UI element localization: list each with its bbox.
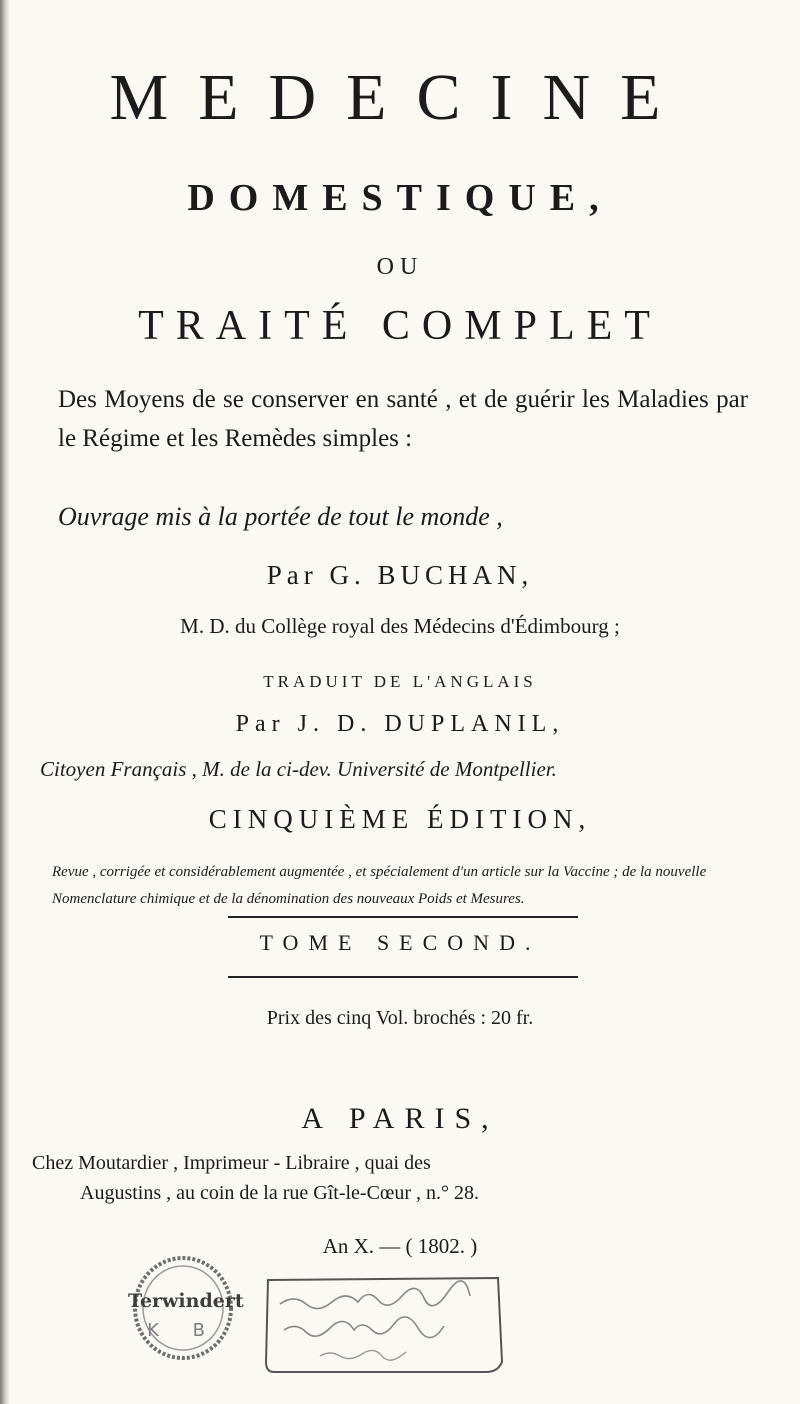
divider-top: [228, 916, 578, 918]
signature-icon: [260, 1272, 510, 1378]
translator-title: Citoyen Français , M. de la ci-dev. Université de Montpellier.: [40, 757, 557, 781]
publisher-line-2: Augustins , au coin de la rue Gît-le-Cœur , n.° 28.: [80, 1182, 480, 1204]
divider-bottom: [228, 976, 578, 978]
author-byline: Par G. BUCHAN,: [266, 560, 534, 590]
title-domestique: DOMESTIQUE,: [187, 177, 613, 219]
handwritten-signature: [260, 1272, 510, 1378]
stamp-text: Terwindert: [128, 1290, 244, 1312]
revision-note: Revue , corrigée et considérablement augmentée , et spécialement d'un article sur la Vaccine ; de la nouvelle Nomenclature chimique et de la dénomination des nouveaux Poids et Mesures.: [52, 864, 707, 907]
imprint-city: A PARIS,: [301, 1102, 499, 1135]
stamp-initials: K B: [147, 1320, 219, 1341]
author-credentials: M. D. du Collège royal des Médecins d'Édimbourg ;: [180, 614, 620, 638]
price-text: Prix des cinq Vol. brochés : 20 fr.: [266, 1007, 534, 1029]
publisher-block: [32, 1148, 752, 1208]
translator-byline: Par J. D. DUPLANIL,: [235, 711, 565, 737]
publication-date: An X. — ( 1802. ): [322, 1234, 478, 1258]
translation-note: TRADUIT DE L'ANGLAIS: [263, 672, 537, 691]
volume-label: TOME SECOND.: [259, 930, 541, 955]
description-text: Des Moyens de se conserver en santé , et de guérir les Maladies par le Régime et les Remèdes simples :: [58, 386, 748, 452]
title-traite-complet: TRAITÉ COMPLET: [138, 303, 662, 349]
library-stamp: [128, 1252, 244, 1364]
title-medecine: MEDECINE: [109, 61, 691, 134]
edition-label: CINQUIÈME ÉDITION,: [208, 804, 592, 834]
subtitle: Ouvrage mis à la portée de tout le monde ,: [58, 502, 503, 531]
title-connector: OU: [376, 254, 424, 280]
publisher-line-1: Chez Moutardier , Imprimeur - Libraire , quai des: [32, 1152, 431, 1174]
